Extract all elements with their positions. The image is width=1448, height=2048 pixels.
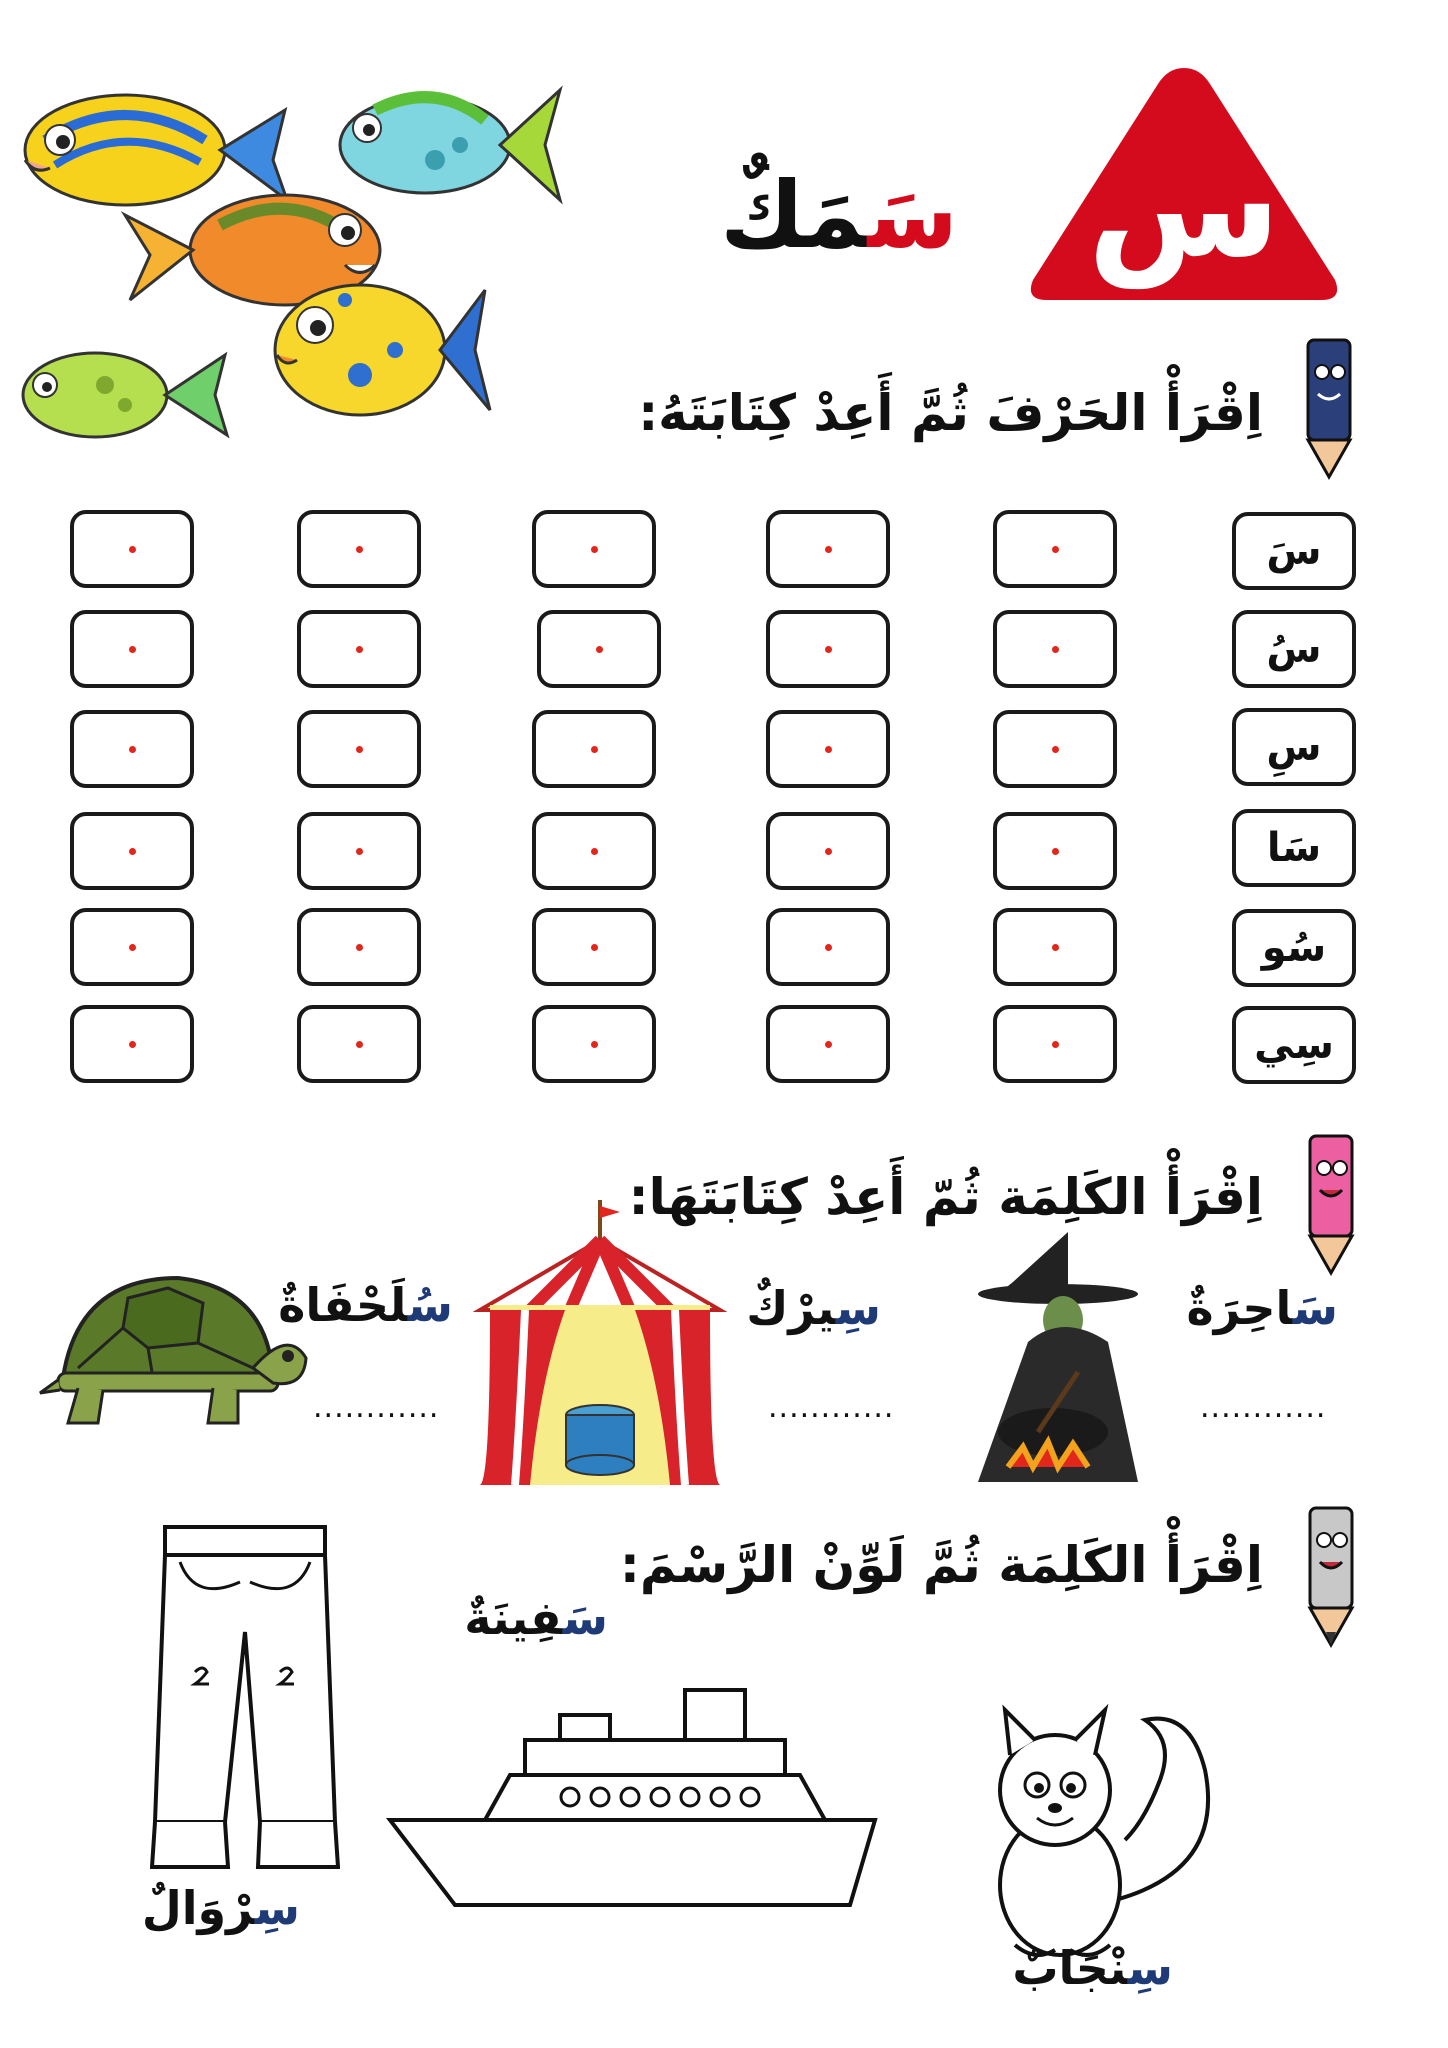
writing-blank[interactable] [993,1005,1117,1083]
writing-blank[interactable] [766,812,890,890]
grid-label-box [1232,708,1356,786]
word-answer-line[interactable]: ............ [313,1390,440,1425]
grid-label-box [1232,809,1356,887]
writing-blank[interactable] [532,908,656,986]
turtle-icon [38,1268,308,1433]
word-rest: احِرَةٌ [1186,1281,1293,1335]
grid-label-box [1232,1006,1356,1084]
word-trousers [141,1881,300,1935]
word-ship [464,1591,608,1645]
writing-blank[interactable] [993,812,1117,890]
word-rest: نْجَابٌ [1012,1941,1128,1995]
badge-letter: س [1087,126,1281,289]
word-rest: يرْكٌ [746,1281,836,1335]
writing-blank[interactable] [70,710,194,788]
grid-label-box [1232,909,1356,987]
writing-blank[interactable] [297,610,421,688]
writing-blank[interactable] [532,812,656,890]
letter-badge [1025,58,1343,310]
grid-label-box [1232,512,1356,590]
section3-instruction: اِقْرَأْ الكَلِمَة ثُمَّ لَوِّنْ الرَّسْمَ: [619,1536,1263,1594]
fish-illustration [15,50,575,470]
fish-icon [23,353,227,437]
writing-blank[interactable] [297,1005,421,1083]
writing-blank[interactable] [766,610,890,688]
writing-blank[interactable] [766,710,890,788]
writing-blank[interactable] [532,710,656,788]
writing-blank[interactable] [993,908,1117,986]
word-squirrel [1012,1941,1173,1995]
grid-label-box [1232,610,1356,688]
writing-blank[interactable] [297,510,421,588]
blue-pencil-icon [1298,332,1360,486]
word-rest: رْوَالٌ [141,1881,255,1935]
writing-blank[interactable] [70,908,194,986]
header-word [720,162,958,269]
word-first-letter: سِ [254,1881,300,1935]
grid-label: سِ [1266,724,1322,770]
section1-instruction: اِقْرَأْ الحَرْفَ ثُمَّ أَعِدْ كِتَابَتَهُ: [638,384,1263,442]
writing-blank[interactable] [993,510,1117,588]
word-rest: لَحْفَاةٌ [278,1278,408,1332]
writing-blank[interactable] [766,1005,890,1083]
circus-tent-icon [470,1200,730,1490]
word-answer-line[interactable]: ............ [768,1390,895,1425]
gray-pencil-icon [1300,1500,1362,1654]
writing-blank[interactable] [532,510,656,588]
writing-blank[interactable] [297,710,421,788]
pink-pencil-icon [1300,1128,1362,1282]
grid-label: سِي [1254,1022,1334,1068]
writing-blank[interactable] [766,908,890,986]
word-answer-line[interactable]: ............ [1200,1390,1327,1425]
writing-blank[interactable] [297,812,421,890]
writing-blank[interactable] [537,610,661,688]
writing-blank[interactable] [766,510,890,588]
grid-label: سَ [1266,528,1322,574]
grid-label: سَا [1266,825,1322,871]
word-circus [746,1281,881,1335]
writing-blank[interactable] [532,1005,656,1083]
section2-instruction: اِقْرَأْ الكَلِمَة ثُمّ أَعِدْ كِتَابَتَهَا: [628,1168,1263,1226]
writing-blank[interactable] [993,710,1117,788]
word-first-letter: سِ [835,1281,881,1335]
grid-label: سُو [1261,925,1327,971]
grid-label: سُ [1266,626,1322,672]
writing-blank[interactable] [70,610,194,688]
writing-blank[interactable] [993,610,1117,688]
squirrel-icon [975,1700,1225,1970]
ship-icon [385,1680,885,1910]
writing-blank[interactable] [70,812,194,890]
fish-icon [25,95,287,205]
fish-icon [340,90,560,200]
writing-blank[interactable] [297,908,421,986]
header-word-rest: مَكٌ [720,162,868,269]
witch-icon [958,1232,1158,1492]
word-rest: فِينَةٌ [464,1591,563,1645]
word-first-letter: سُ [407,1278,453,1332]
writing-blank[interactable] [70,1005,194,1083]
word-witch [1186,1281,1338,1335]
header-word-first-letter: سَ [867,162,958,269]
word-first-letter: سَ [1292,1281,1338,1335]
trousers-icon [150,1522,340,1892]
fish-icon [275,285,490,415]
word-first-letter: سَ [562,1591,608,1645]
writing-blank[interactable] [70,510,194,588]
word-first-letter: سِ [1127,1941,1173,1995]
